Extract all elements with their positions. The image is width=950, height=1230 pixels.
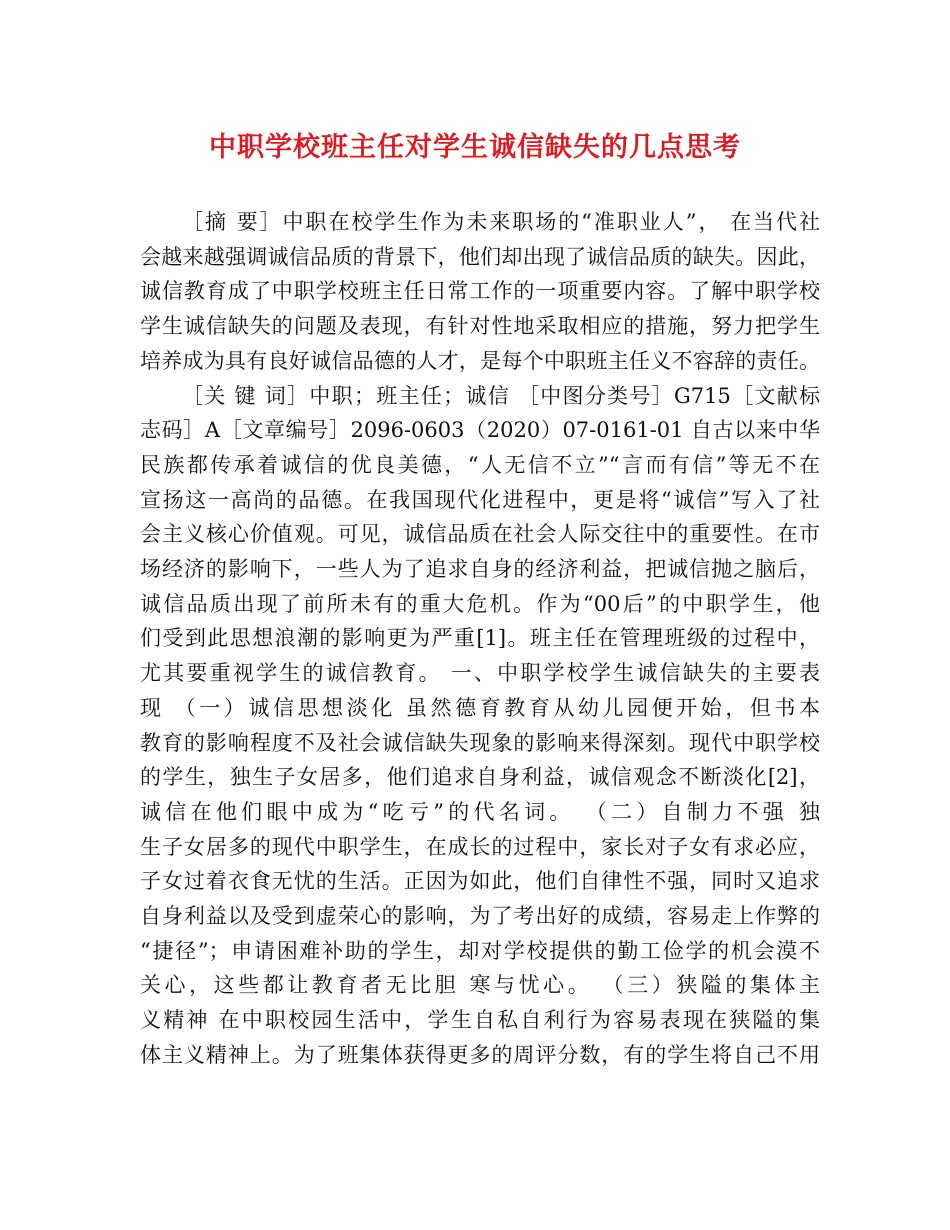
document-title: 中职学校班主任对学生诚信缺失的几点思考 xyxy=(209,132,741,163)
body-text-line: 关心，这些都让教育者无比胆 寒与忧心。 （三）狭隘的集体主 xyxy=(140,973,820,997)
body-text-line: 自身利益以及受到虚荣心的影响，为了考出好的成绩，容易走上作弊的 xyxy=(140,904,820,928)
body-text-line: 宣扬这一高尚的品德。在我国现代化进程中，更是将“诚信”写入了社 xyxy=(140,488,820,512)
body-text-line: 会主义核心价值观。可见，诚信品质在社会人际交往中的重要性。在市 xyxy=(140,522,820,546)
body-text-line: 生子女居多的现代中职学生，在成长的过程中，家长对子女有求必应， xyxy=(140,835,820,859)
body-text-line: 培养成为具有良好诚信品德的人才，是每个中职班主任义不容辞的责任。 xyxy=(140,349,820,373)
body-text-line: 们受到此思想浪潮的影响更为严重[1]。班主任在管理班级的过程中， xyxy=(140,626,820,650)
body-text-line: 诚信品质出现了前所未有的重大危机。作为“00后”的中职学生，他 xyxy=(140,592,820,616)
body-text-line: 诚信在他们眼中成为“吃亏”的代名词。 （二）自制力不强 独 xyxy=(140,800,820,824)
body-text-line: ［摘 要］中职在校学生作为未来职场的“准职业人”， 在当代社 xyxy=(182,210,820,234)
body-text-line: ［关 键 词］中职；班主任；诚信 ［中图分类号］G715［文献标 xyxy=(182,384,820,408)
body-text-line: 尤其要重视学生的诚信教育。 一、中职学校学生诚信缺失的主要表 xyxy=(140,661,820,685)
body-text-line: 的学生，独生子女居多，他们追求自身利益，诚信观念不断淡化[2]， xyxy=(140,765,820,789)
body-text-line: 子女过着衣食无忧的生活。正因为如此，他们自律性不强，同时又追求 xyxy=(140,869,820,893)
body-text-line: 义精神 在中职校园生活中，学生自私自利行为容易表现在狭隘的集 xyxy=(140,1008,820,1032)
body-text-line: 会越来越强调诚信品质的背景下，他们却出现了诚信品质的缺失。因此， xyxy=(140,245,820,269)
body-text-line: 教育的影响程度不及社会诚信缺失现象的影响来得深刻。现代中职学校 xyxy=(140,731,820,755)
body-text-line: 志码］A［文章编号］2096-0603（2020）07-0161-01 自古以来中华 xyxy=(140,418,820,442)
body-text-line: 学生诚信缺失的问题及表现，有针对性地采取相应的措施，努力把学生 xyxy=(140,314,820,338)
body-text-line: 体主义精神上。为了班集体获得更多的周评分数，有的学生将自己不用 xyxy=(140,1043,820,1067)
body-text-line: 现 （一）诚信思想淡化 虽然德育教育从幼儿园便开始，但书本 xyxy=(140,696,820,720)
body-text-line: 场经济的影响下，一些人为了追求自身的经济利益，把诚信抛之脑后， xyxy=(140,557,820,581)
body-text-line: 诚信教育成了中职学校班主任日常工作的一项重要内容。了解中职学校 xyxy=(140,279,820,303)
body-text-line: “捷径”；申请困难补助的学生，却对学校提供的勤工俭学的机会漠不 xyxy=(140,939,820,963)
body-text-line: 民族都传承着诚信的优良美德，“人无信不立”“言而有信”等无不在 xyxy=(140,453,820,477)
